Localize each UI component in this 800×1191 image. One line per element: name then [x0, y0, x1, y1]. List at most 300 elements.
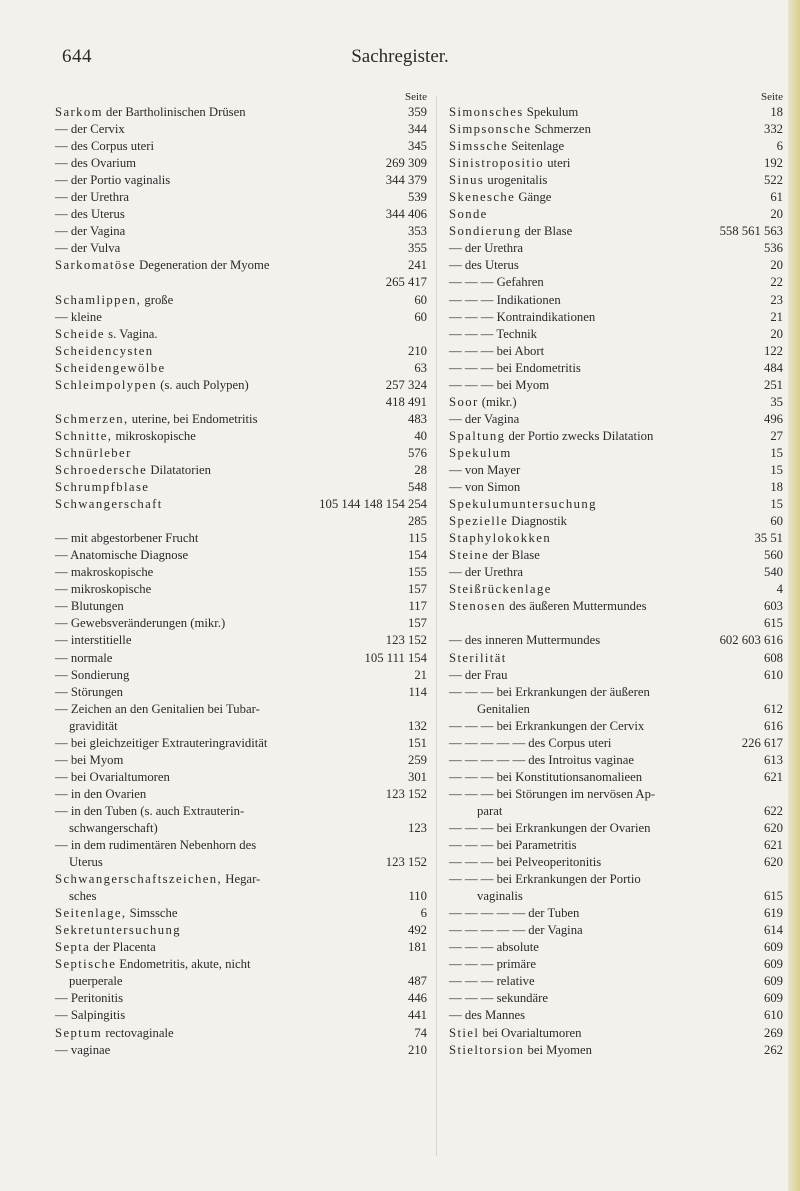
entry-term: — — — bei Myom: [449, 377, 550, 392]
index-entry: [55, 632, 427, 649]
entry-pages: 20: [770, 326, 783, 341]
entry-pages: 616: [763, 718, 783, 733]
index-entry: [449, 786, 783, 803]
seite-label-right: Seite: [761, 91, 783, 103]
entry-term: — — — relative: [449, 974, 535, 989]
entry-pages: 154: [407, 548, 427, 563]
index-entry: [449, 394, 783, 411]
entry-pages: 613: [763, 752, 783, 767]
entry-term: — der Cervix: [55, 122, 125, 137]
index-entry: [449, 547, 783, 564]
index-entry: [449, 257, 783, 274]
entry-term: — — — — — der Vagina: [449, 923, 583, 938]
entry-pages: 609: [763, 991, 783, 1006]
index-entry: [449, 837, 783, 854]
entry-term: Spekulumuntersuchung: [449, 497, 597, 512]
index-entry: [55, 803, 427, 820]
index-entry: [55, 240, 427, 257]
entry-term: — der Vulva: [55, 241, 121, 256]
index-entry: [55, 206, 427, 223]
entry-pages: 620: [763, 820, 783, 835]
index-entry: [55, 837, 427, 854]
entry-term: Uterus: [69, 855, 103, 870]
entry-pages: 610: [763, 1008, 783, 1023]
entry-term: — — — bei Pelveoperitonitis: [449, 855, 602, 870]
entry-term: — — — bei Erkrankungen der äußeren: [449, 684, 650, 699]
entry-term: — — — bei Störungen im nervösen Ap-: [449, 786, 656, 801]
entry-pages: 603: [763, 599, 783, 614]
entry-pages: 63: [414, 360, 427, 375]
entry-pages: 610: [763, 667, 783, 682]
entry-pages: 418 491: [385, 394, 427, 409]
index-entry: [449, 479, 783, 496]
entry-term: — — — bei Erkrankungen der Ovarien: [449, 820, 651, 835]
entry-pages: 492: [407, 923, 427, 938]
index-entry: [55, 564, 427, 581]
entry-term: Steißrückenlage: [449, 582, 552, 597]
entry-pages: 61: [770, 190, 783, 205]
index-entry: [449, 292, 783, 309]
index-entry: [55, 547, 427, 564]
entry-term: parat: [477, 803, 503, 818]
entry-pages: 251: [763, 377, 783, 392]
index-entry: [449, 684, 783, 701]
entry-term: puerperale: [69, 974, 123, 989]
entry-term: — — — absolute: [449, 940, 539, 955]
entry-pages: 345: [407, 139, 427, 154]
entry-pages: 269 309: [385, 156, 427, 171]
index-entry: [55, 956, 427, 973]
page-edge: [788, 0, 800, 1191]
index-list-right: [449, 104, 783, 1059]
entry-pages: 608: [763, 650, 783, 665]
index-entry: [55, 326, 427, 343]
entry-pages: 18: [770, 480, 783, 495]
index-entry: [449, 445, 783, 462]
index-entry: [449, 922, 783, 939]
entry-term: — der Vagina: [55, 224, 126, 239]
index-entry: [449, 905, 783, 922]
entry-pages: 15: [770, 445, 783, 460]
entry-pages: 332: [763, 122, 783, 137]
entry-pages: 27: [770, 428, 783, 443]
entry-term: Soor (mikr.): [449, 394, 517, 409]
column-divider: [436, 96, 437, 1156]
index-entry: [55, 479, 427, 496]
entry-pages: 21: [770, 309, 783, 324]
entry-pages: 359: [407, 105, 427, 119]
entry-pages: 536: [763, 241, 783, 256]
index-entry: [449, 1007, 783, 1024]
entry-pages: 210: [407, 343, 427, 358]
index-entry: [449, 274, 783, 291]
entry-term: Sonde: [449, 207, 488, 222]
entry-term: schwangerschaft): [69, 820, 158, 835]
index-entry: [449, 564, 783, 581]
index-entry: [55, 752, 427, 769]
entry-term: Stiel bei Ovarialtumoren: [449, 1025, 582, 1040]
index-entry: [449, 1042, 783, 1059]
index-entry: [55, 922, 427, 939]
entry-pages: 621: [763, 769, 783, 784]
entry-term: Scheidencysten: [55, 343, 154, 358]
entry-term: — Sondierung: [55, 667, 130, 682]
entry-term: — kleine: [55, 309, 102, 324]
index-entry: [449, 718, 783, 735]
entry-term: — der Urethra: [449, 565, 523, 580]
entry-term: Spezielle Diagnostik: [449, 514, 567, 529]
entry-term: Genitalien: [477, 701, 530, 716]
entry-pages: 122: [763, 343, 783, 358]
entry-pages: 28: [414, 462, 427, 477]
entry-pages: 22: [770, 275, 783, 290]
entry-pages: 355: [407, 241, 427, 256]
entry-pages: 619: [763, 906, 783, 921]
entry-pages: 132: [407, 718, 427, 733]
entry-term: — Blutungen: [55, 599, 124, 614]
entry-pages: 241: [407, 258, 427, 273]
index-entry: [449, 530, 783, 547]
entry-term: — — — — — der Tuben: [449, 906, 580, 921]
index-entry: [55, 155, 427, 172]
index-entry: [449, 632, 783, 649]
index-entry: [449, 411, 783, 428]
index-entry: [449, 223, 783, 240]
index-entry: [55, 650, 427, 667]
entry-pages: 353: [407, 224, 427, 239]
entry-term: — Peritonitis: [55, 991, 124, 1006]
entry-term: — des Mannes: [449, 1008, 526, 1023]
seite-label-left: Seite: [405, 91, 427, 103]
index-entry: [449, 462, 783, 479]
entry-pages: 21: [414, 667, 427, 682]
index-entry: [449, 513, 783, 530]
entry-term: Sinistropositio uteri: [449, 156, 571, 171]
entry-term: — — — bei Konstitutionsanomalieen: [449, 769, 643, 784]
index-entry: [55, 667, 427, 684]
entry-term: — Salpingitis: [55, 1008, 126, 1023]
index-entry: [55, 973, 427, 990]
entry-term: Schnürleber: [55, 445, 132, 460]
entry-pages: 576: [407, 445, 427, 460]
index-entry: [449, 956, 783, 973]
entry-term: Schrumpfblase: [55, 480, 150, 495]
entry-term: — Anatomische Diagnose: [55, 548, 189, 563]
entry-pages: 60: [414, 292, 427, 307]
entry-term: — — — Technik: [449, 326, 538, 341]
entry-term: — des Uterus: [55, 207, 125, 222]
entry-term: — des inneren Muttermundes: [449, 633, 601, 648]
entry-pages: 615: [763, 889, 783, 904]
entry-term: Sekretuntersuchung: [55, 923, 181, 938]
entry-pages: 609: [763, 957, 783, 972]
index-entry: [55, 1007, 427, 1024]
entry-term: Scheidengewölbe: [55, 360, 166, 375]
entry-term: — mit abgestorbener Frucht: [55, 531, 199, 546]
entry-pages: 487: [407, 974, 427, 989]
index-entry: [449, 377, 783, 394]
entry-pages: 20: [770, 258, 783, 273]
entry-pages: 114: [408, 684, 427, 699]
page-header: [0, 46, 800, 70]
entry-pages: 60: [414, 309, 427, 324]
entry-term: Seitenlage, Simssche: [55, 906, 178, 921]
entry-pages: 615: [763, 616, 783, 631]
index-entry: [449, 820, 783, 837]
index-entry: [55, 121, 427, 138]
entry-pages: 123 152: [385, 633, 427, 648]
entry-pages: 259: [407, 752, 427, 767]
index-entry: [449, 189, 783, 206]
index-entry: [55, 615, 427, 632]
entry-term: Spaltung der Portio zwecks Dilatation: [449, 428, 654, 443]
index-entry: [449, 735, 783, 752]
entry-term: — Gewebsveränderungen (mikr.): [55, 616, 226, 631]
entry-term: — bei gleichzeitiger Extrauteringravidität: [55, 735, 268, 750]
entry-pages: 117: [408, 599, 427, 614]
entry-pages: 558 561 563: [719, 224, 783, 239]
entry-pages: 226 617: [741, 735, 783, 750]
entry-pages: 155: [407, 565, 427, 580]
entry-term: — der Urethra: [449, 241, 523, 256]
entry-term: Spekulum: [449, 445, 512, 460]
entry-pages: 496: [763, 411, 783, 426]
entry-term: Sarkom der Bartholinischen Drüsen: [55, 105, 246, 119]
index-entry: [449, 343, 783, 360]
entry-pages: 483: [407, 411, 427, 426]
index-entry: [55, 598, 427, 615]
entry-term: Septische Endometritis, akute, nicht: [55, 957, 251, 972]
index-entry: [449, 326, 783, 343]
entry-pages: 123 152: [385, 855, 427, 870]
entry-term: — in den Tuben (s. auch Extrauterin-: [55, 803, 245, 818]
entry-term: Schamlippen, große: [55, 292, 174, 307]
index-entry: [55, 462, 427, 479]
index-entry: [55, 257, 427, 274]
entry-pages: 210: [407, 1042, 427, 1057]
entry-term: — von Mayer: [449, 462, 521, 477]
entry-pages: 622: [763, 803, 783, 818]
entry-pages: 446: [407, 991, 427, 1006]
index-entry: [55, 769, 427, 786]
index-entry: [55, 274, 427, 291]
entry-pages: 115: [408, 531, 427, 546]
entry-pages: 6: [420, 906, 427, 921]
entry-pages: 265 417: [385, 275, 427, 290]
entry-pages: 344: [407, 122, 427, 137]
index-entry: [449, 939, 783, 956]
index-entry: [449, 888, 783, 905]
entry-pages: 621: [763, 838, 783, 853]
entry-term: — bei Ovarialtumoren: [55, 769, 170, 784]
index-entry: [55, 292, 427, 309]
entry-term: Schnitte, mikroskopische: [55, 428, 196, 443]
entry-term: Schmerzen, uterine, bei Endometritis: [55, 411, 258, 426]
index-entry: [55, 1042, 427, 1059]
entry-pages: 157: [407, 582, 427, 597]
index-entry: [449, 240, 783, 257]
entry-pages: 4: [776, 582, 783, 597]
entry-pages: 105 111 154: [364, 650, 427, 665]
index-entry: [55, 701, 427, 718]
index-entry: [449, 871, 783, 888]
entry-term: — — — sekundäre: [449, 991, 549, 1006]
entry-pages: 602 603 616: [719, 633, 783, 648]
index-entry: [55, 223, 427, 240]
index-entry: [449, 854, 783, 871]
entry-pages: 105 144 148 154 254: [319, 497, 427, 512]
entry-term: Simssche Seitenlage: [449, 139, 565, 154]
entry-term: — — — — — des Introitus vaginae: [449, 752, 634, 767]
index-entry: [449, 581, 783, 598]
entry-pages: 60: [770, 514, 783, 529]
index-entry: [449, 360, 783, 377]
index-entry: [449, 206, 783, 223]
entry-pages: 620: [763, 855, 783, 870]
entry-term: — — — — — des Corpus uteri: [449, 735, 612, 750]
entry-term: — — — bei Parametritis: [449, 838, 577, 853]
entry-pages: 540: [763, 565, 783, 580]
index-entry: [449, 701, 783, 718]
entry-term: — vaginae: [55, 1042, 111, 1057]
index-entry: [55, 854, 427, 871]
index-entry: [55, 309, 427, 326]
entry-term: Sondierung der Blase: [449, 224, 573, 239]
entry-pages: 344 406: [385, 207, 427, 222]
entry-pages: 614: [763, 923, 783, 938]
entry-pages: 548: [407, 480, 427, 495]
index-entry: [449, 155, 783, 172]
entry-term: — — — bei Abort: [449, 343, 545, 358]
entry-pages: 344 379: [385, 173, 427, 188]
entry-pages: 484: [763, 360, 783, 375]
entry-term: Skenesche Gänge: [449, 190, 552, 205]
entry-term: — in den Ovarien: [55, 786, 147, 801]
entry-term: Sterilität: [449, 650, 507, 665]
entry-term: Staphylokokken: [449, 531, 552, 546]
entry-pages: 441: [407, 1008, 427, 1023]
entry-term: — der Portio vaginalis: [55, 173, 171, 188]
index-entry: [55, 189, 427, 206]
entry-pages: 301: [407, 769, 427, 784]
entry-term: — bei Myom: [55, 752, 124, 767]
entry-term: Septa der Placenta: [55, 940, 156, 955]
entry-pages: 123: [407, 820, 427, 835]
index-entry: [55, 172, 427, 189]
entry-term: — — — Indikationen: [449, 292, 561, 307]
index-entry: [55, 411, 427, 428]
index-entry: [449, 309, 783, 326]
entry-term: Stenosen des äußeren Muttermundes: [449, 599, 647, 614]
entry-term: — makroskopische: [55, 565, 154, 580]
index-entry: [55, 786, 427, 803]
entry-pages: 157: [407, 616, 427, 631]
entry-pages: 123 152: [385, 786, 427, 801]
entry-term: Schroedersche Dilatatorien: [55, 462, 211, 477]
index-entry: [55, 1025, 427, 1042]
index-entry: [449, 172, 783, 189]
index-entry: [55, 939, 427, 956]
entry-pages: 151: [407, 735, 427, 750]
index-entry: [55, 496, 427, 513]
entry-pages: 20: [770, 207, 783, 222]
index-entry: [449, 1025, 783, 1042]
entry-term: — in dem rudimentären Nebenhorn des: [55, 838, 257, 853]
entry-term: — normale: [55, 650, 113, 665]
entry-term: — — — bei Erkrankungen der Cervix: [449, 718, 645, 733]
entry-pages: 110: [408, 889, 427, 904]
entry-term: Sinus urogenitalis: [449, 173, 548, 188]
entry-pages: 612: [763, 701, 783, 716]
entry-term: — Zeichen an den Genitalien bei Tubar-: [55, 701, 260, 716]
index-entry: [449, 121, 783, 138]
index-entry: [55, 530, 427, 547]
entry-pages: 522: [763, 173, 783, 188]
entry-term: — mikroskopische: [55, 582, 152, 597]
index-entry: [55, 820, 427, 837]
entry-pages: 192: [763, 156, 783, 171]
entry-term: — — — bei Erkrankungen der Portio: [449, 872, 641, 887]
entry-pages: 609: [763, 974, 783, 989]
entry-pages: 181: [407, 940, 427, 955]
entry-term: — — — bei Endometritis: [449, 360, 581, 375]
index-entry: [449, 973, 783, 990]
entry-pages: 262: [763, 1042, 783, 1057]
index-column-left: [55, 90, 427, 1059]
entry-term: — — — primäre: [449, 957, 537, 972]
index-column-right: [449, 90, 783, 1059]
index-entry: [55, 138, 427, 155]
entry-term: Septum rectovaginale: [55, 1025, 174, 1040]
index-entry: [449, 667, 783, 684]
entry-pages: 539: [407, 190, 427, 205]
entry-pages: 609: [763, 940, 783, 955]
index-entry: [449, 990, 783, 1007]
index-entry: [55, 871, 427, 888]
index-entry: [449, 650, 783, 667]
entry-term: — — — Kontraindikationen: [449, 309, 596, 324]
index-entry: [449, 496, 783, 513]
entry-term: — von Simon: [449, 480, 521, 495]
entry-term: Stieltorsion bei Myomen: [449, 1042, 592, 1057]
page-number: 644: [62, 46, 92, 67]
index-entry: [449, 138, 783, 155]
entry-term: — des Uterus: [449, 258, 519, 273]
index-entry: [55, 428, 427, 445]
index-entry: [449, 803, 783, 820]
entry-term: Schwangerschaftszeichen, Hegar-: [55, 872, 261, 887]
index-entry: [55, 104, 427, 121]
entry-pages: 15: [770, 462, 783, 477]
entry-term: Scheide s. Vagina.: [55, 326, 158, 341]
index-entry: [55, 513, 427, 530]
entry-term: sches: [69, 889, 97, 904]
entry-term: — interstitielle: [55, 633, 132, 648]
index-entry: [55, 377, 427, 394]
entry-term: — der Frau: [449, 667, 508, 682]
entry-term: Simonsches Spekulum: [449, 105, 579, 119]
entry-pages: 18: [770, 105, 783, 119]
entry-term: Schleimpolypen (s. auch Polypen): [55, 377, 249, 392]
index-entry: [449, 769, 783, 786]
index-list-left: [55, 104, 427, 1059]
index-entry: [55, 394, 427, 411]
running-title: Sachregister.: [351, 46, 449, 67]
entry-pages: 269: [763, 1025, 783, 1040]
index-entry: [449, 598, 783, 615]
entry-term: vaginalis: [477, 889, 523, 904]
entry-term: — Störungen: [55, 684, 124, 699]
